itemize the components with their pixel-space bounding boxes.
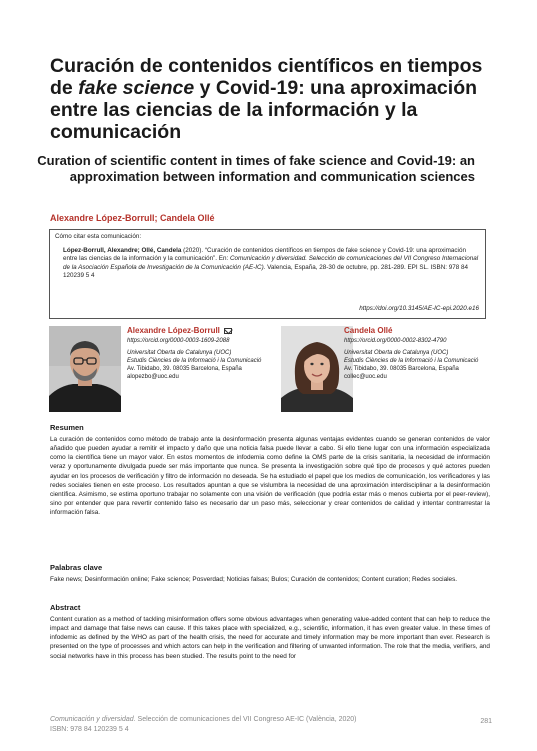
citation-box xyxy=(49,229,486,319)
citation-text xyxy=(63,247,480,281)
author1-inst1: Universitat Oberta de Catalunya (UOC) xyxy=(127,350,232,356)
palabras-clave-heading: Palabras clave xyxy=(50,563,103,572)
author2-address: Av. Tibidabo, 39. 08035 Barcelona, España xyxy=(344,366,459,372)
citation-authors: López-Borrull, Alexandre; Ollé, Candela xyxy=(63,246,182,254)
title-es-part1: Curación de contenidos científicos en tiempos de xyxy=(50,55,483,99)
doi-link[interactable]: https://doi.org/10.3145/AE-IC-epi.2020.e16 xyxy=(359,305,479,313)
title-es-italic: fake science xyxy=(78,77,195,99)
page-number: 281 xyxy=(480,718,492,725)
email-icon[interactable] xyxy=(224,328,232,334)
author1-orcid[interactable]: https://orcid.org/0000-0003-1609-2088 xyxy=(127,338,230,344)
author2-photo xyxy=(281,326,353,412)
author2-inst2: Estudis Ciències de la Informació i la Comunicació xyxy=(344,358,479,364)
author2-orcid[interactable]: https://orcid.org/0000-0002-8302-4790 xyxy=(344,338,447,344)
abstract-text: Content curation as a method of tackling misinformation offers some obvious advantages when generating value-added content that can help to reduce the impact and damage that false news can cause. If this takes place with specialized, e.g., scientific, information, it has even greater value. In these times of infodemic as defined by the WHO as part of the health crisis, the need for accurate and timely information may be more important than ever. Research is presented on the type of processes and which actors can help in the verification and filtering of unwanted information. The role that the media, verifiers, and social networks have in this process has been studied. The results point to the need for xyxy=(50,616,490,660)
title-es-part2: y Covid-19: una aproximación entre las ciencias de la información y la comunicación xyxy=(50,77,478,143)
palabras-clave-text: Fake news; Desinformación online; Fake science; Posverdad; Noticias falsas; Bulos; Curación de contenidos; Content curation; Redes sociales. xyxy=(50,576,458,583)
author2-name: Candela Ollé xyxy=(344,326,393,335)
abstract-heading: Abstract xyxy=(50,603,81,612)
how-to-cite-label: Cómo citar esta comunicación: xyxy=(55,233,142,240)
author1-info xyxy=(127,337,277,381)
author1-email[interactable]: alopezbo@uoc.edu xyxy=(127,374,179,380)
citation-italic: Comunicación y diversidad. Selección de comunicaciones del VII Congreso Internacional de la Asociación Española de Investigación de la Comunicación (AE-IC). xyxy=(63,255,479,271)
resumen-text: La curación de contenidos como método de trabajo ante la desinformación presenta algunas ventajas evidentes cuando se generan contenidos de valor añadido que pueden ayudar a remitir el impacto y daño que una noticia falsa puede llevar a cabo. Si ello tiene lugar con una información especializada como la científica tiene un mayor valor. En estos momentos de infodemia como define la OMS parte de la crisis sanitaria, la necesidad de información veraz y oportunamente divulgada puede ser más importante que nunca. Se presenta la investigación sobre qué tipo de procesos y qué actores pueden ayudar en los procesos de verificación y filtro de información no deseada. Se ha estudiado el papel que los medios de comunicación, los verificadores y las redes sociales tienen en este proceso. Los resultados apuntan a que se vislumbra la necesidad de una aproximación interdisciplinar a la desinformación científica. Asimismo, se estima oportuno trabajar no solamente con una visión de verificación (que podría estar más o menos cubierta por el peer-review), sino por entender que para revertir contenido falso es necesario dar un paso más, seleccionar y crear contenidos de calidad y intentar contrarrestar la información falsa. xyxy=(50,436,490,517)
citation-body: (2020). “Curación de contenidos científicos en tiempos de fake science y Covid-19: una aproximación entre las ciencias de la información y la comunicación”. En: xyxy=(63,246,466,263)
author1-address: Av. Tibidabo, 39. 08035 Barcelona, España xyxy=(127,366,242,372)
author1-photo xyxy=(49,326,121,412)
author1-inst2: Estudis Ciències de la Informació i la Comunicació xyxy=(127,358,262,364)
author2-info xyxy=(344,337,494,381)
footer-citation xyxy=(50,715,357,735)
authors-line: Alexandre López-Borrull; Candela Ollé xyxy=(50,213,215,223)
author2-email[interactable]: collec@uoc.edu xyxy=(344,374,387,380)
title-spanish xyxy=(50,55,495,143)
author1-name-text: Alexandre López-Borrull xyxy=(127,326,220,335)
citation-end: Valencia, España, 28-30 de octubre, pp. 281-289. EPI SL. ISBN: 978 84 120239 5 4 xyxy=(63,263,469,280)
footer-congress: Selección de comunicaciones del VII Congreso AE-IC (València, 2020) xyxy=(135,716,357,723)
footer-isbn: ISBN: 978 84 120239 5 4 xyxy=(50,726,129,733)
footer-line1 xyxy=(50,715,357,725)
author2-inst1: Universitat Oberta de Catalunya (UOC) xyxy=(344,350,449,356)
footer-journal: Comunicación y diversidad. xyxy=(50,716,136,723)
resumen-heading: Resumen xyxy=(50,423,84,432)
author1-name xyxy=(127,326,232,335)
title-english: Curation of scientific content in times of fake science and Covid-19: an approximation between information and communication sciences xyxy=(37,153,475,184)
